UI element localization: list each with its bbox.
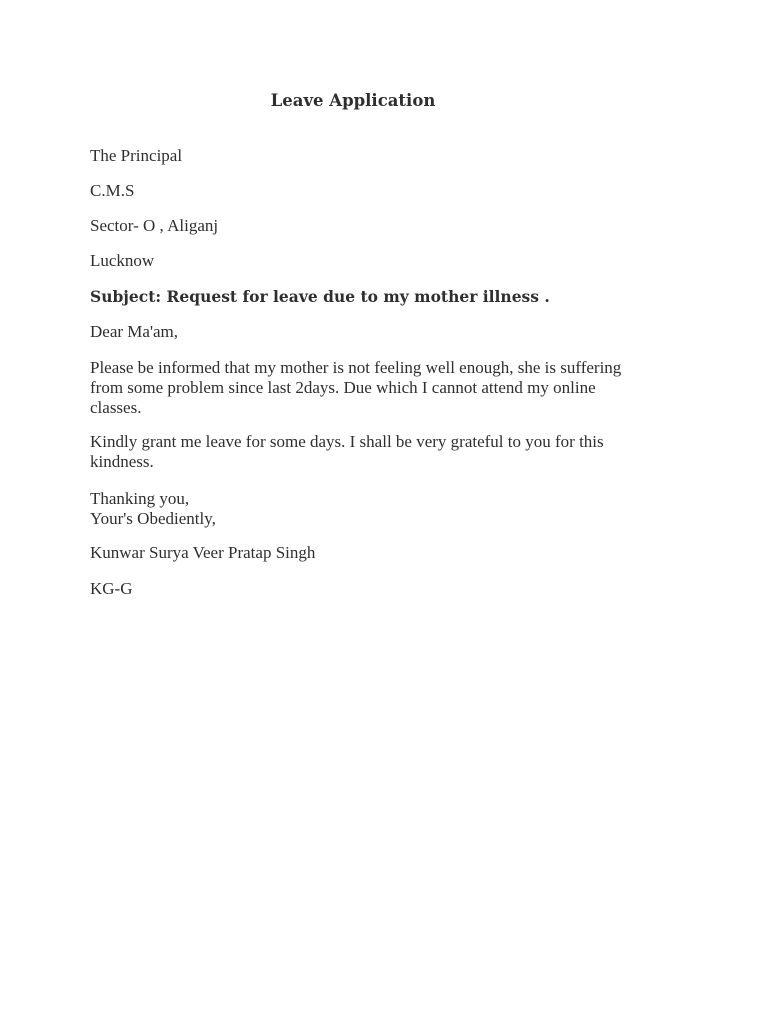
recipient-line-4: Lucknow [90,251,155,270]
sender-name: Kunwar Surya Veer Pratap Singh [90,543,316,562]
salutation: Dear Ma'am, [90,322,179,341]
recipient-line-3: Sector- O , Aliganj [90,216,219,235]
subject-line: Subject: Request for leave due to my mother illness . [90,287,550,306]
body-paragraph-2: Kindly grant me leave for some days. I shall be very grateful to you for this kindness. [90,432,604,471]
body-paragraph-1: Please be informed that my mother is not feeling well enough, she is suffering from some problem since last 2days. Due which I cannot attend my online classes. [90,358,622,417]
closing: Thanking you, Your's Obediently, [90,489,216,528]
sender-class: KG-G [90,579,133,598]
page-title: Leave Application [270,91,436,110]
recipient-line-1: The Principal [90,146,183,165]
recipient-line-2: C.M.S [90,181,135,200]
